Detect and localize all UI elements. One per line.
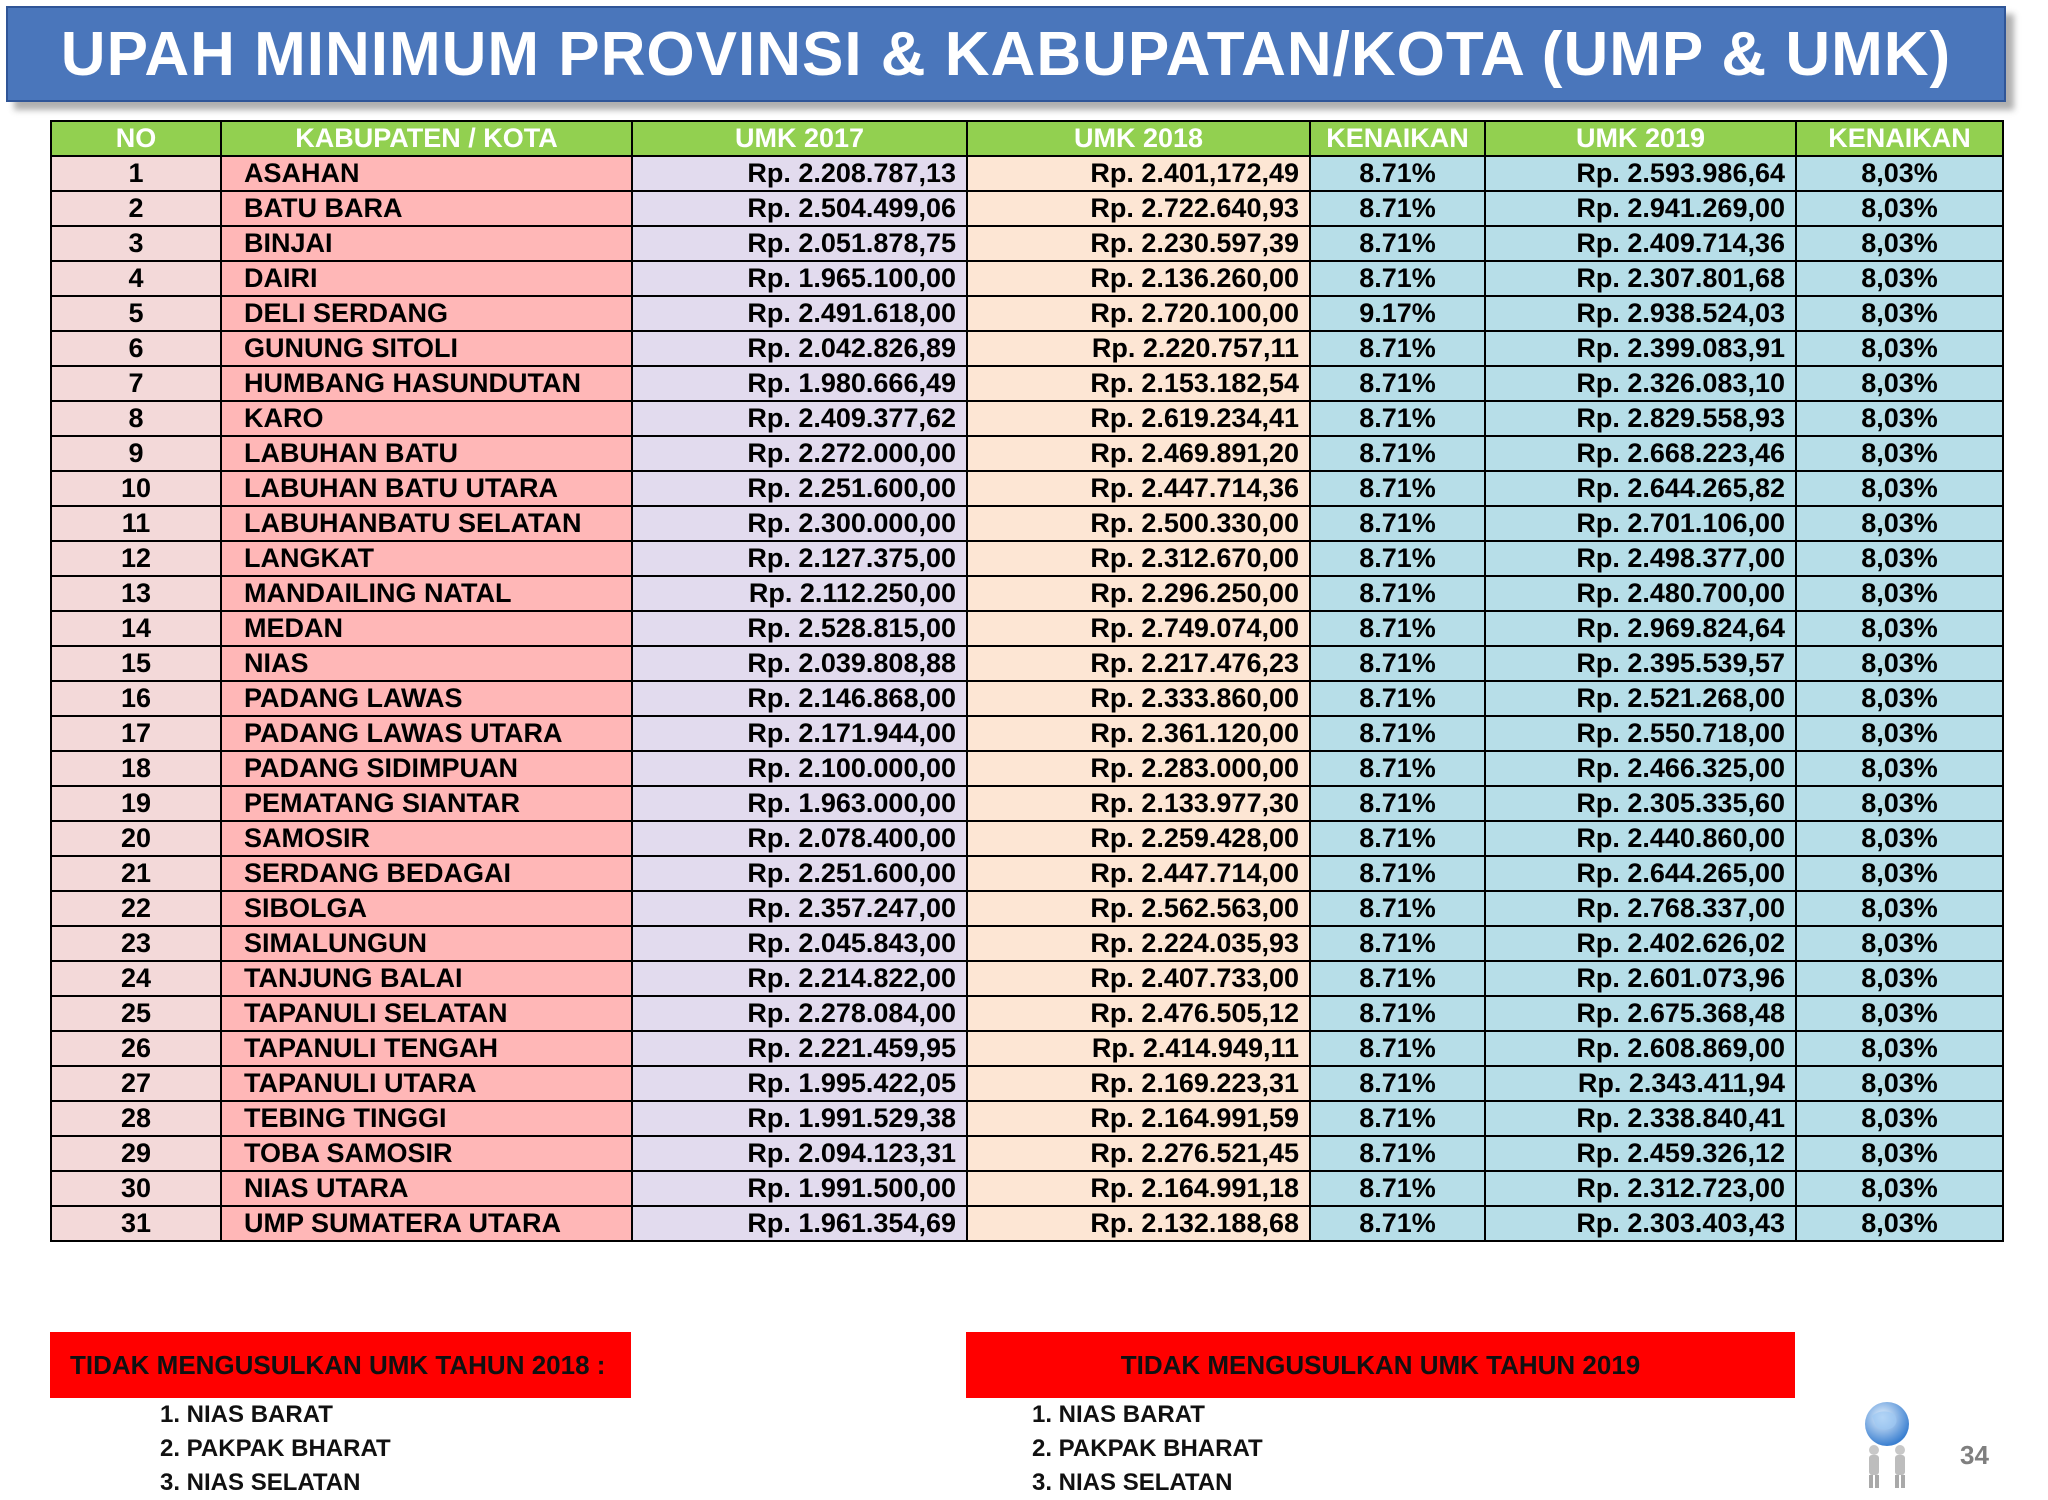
umk-2018-value: Rp. 2.720.100,00 bbox=[967, 296, 1310, 331]
note-box-2018 bbox=[50, 1332, 631, 1398]
umk-2019-value: Rp. 2.307.801,68 bbox=[1485, 261, 1796, 296]
umk-2017-value: Rp. 1.980.666,49 bbox=[632, 366, 967, 401]
umk-2018-value: Rp. 2.164.991,59 bbox=[967, 1101, 1310, 1136]
umk-2019-value: Rp. 2.402.626,02 bbox=[1485, 926, 1796, 961]
region-name: KARO bbox=[221, 401, 632, 436]
umk-2017-value: Rp. 2.094.123,31 bbox=[632, 1136, 967, 1171]
umk-2019-value: Rp. 2.675.368,48 bbox=[1485, 996, 1796, 1031]
kenaikan-2018-value: 8.71% bbox=[1310, 261, 1485, 296]
region-name: LABUHANBATU SELATAN bbox=[221, 506, 632, 541]
umk-2017-value: Rp. 2.100.000,00 bbox=[632, 751, 967, 786]
kenaikan-2019-value: 8,03% bbox=[1796, 646, 2003, 681]
region-name: LANGKAT bbox=[221, 541, 632, 576]
umk-2018-value: Rp. 2.276.521,45 bbox=[967, 1136, 1310, 1171]
note-title-2019: TIDAK MENGUSULKAN UMK TAHUN 2019 bbox=[1120, 1349, 1641, 1380]
umk-2019-value: Rp. 2.343.411,94 bbox=[1485, 1066, 1796, 1101]
umk-2017-value: Rp. 2.208.787,13 bbox=[632, 156, 967, 191]
umk-2018-value: Rp. 2.500.330,00 bbox=[967, 506, 1310, 541]
region-name: TEBING TINGGI bbox=[221, 1101, 632, 1136]
umk-2017-value: Rp. 1.991.500,00 bbox=[632, 1171, 967, 1206]
header-kenaikan-2018: KENAIKAN bbox=[1310, 121, 1485, 156]
umk-2017-value: Rp. 1.991.529,38 bbox=[632, 1101, 967, 1136]
region-name: SIMALUNGUN bbox=[221, 926, 632, 961]
table-row bbox=[51, 926, 2003, 961]
umk-2017-value: Rp. 2.051.878,75 bbox=[632, 226, 967, 261]
umk-2017-value: Rp. 1.965.100,00 bbox=[632, 261, 967, 296]
umk-2019-value: Rp. 2.969.824,64 bbox=[1485, 611, 1796, 646]
umk-2018-value: Rp. 2.333.860,00 bbox=[967, 681, 1310, 716]
list-item: 3. NIAS SELATAN bbox=[1032, 1469, 1233, 1496]
kenaikan-2018-value: 8.71% bbox=[1310, 541, 1485, 576]
umk-2017-value: Rp. 2.528.815,00 bbox=[632, 611, 967, 646]
kenaikan-2019-value: 8,03% bbox=[1796, 611, 2003, 646]
kenaikan-2019-value: 8,03% bbox=[1796, 961, 2003, 996]
umk-2017-value: Rp. 2.042.826,89 bbox=[632, 331, 967, 366]
table-row bbox=[51, 1101, 2003, 1136]
region-name: PADANG LAWAS UTARA bbox=[221, 716, 632, 751]
row-number: 3 bbox=[51, 226, 221, 261]
umk-2017-value: Rp. 2.045.843,00 bbox=[632, 926, 967, 961]
list-item: 1. NIAS BARAT bbox=[1032, 1401, 1205, 1428]
region-name: ASAHAN bbox=[221, 156, 632, 191]
umk-2019-value: Rp. 2.521.268,00 bbox=[1485, 681, 1796, 716]
kenaikan-2019-value: 8,03% bbox=[1796, 681, 2003, 716]
region-name: TANJUNG BALAI bbox=[221, 961, 632, 996]
table-row bbox=[51, 1171, 2003, 1206]
umk-2019-value: Rp. 2.312.723,00 bbox=[1485, 1171, 1796, 1206]
kenaikan-2019-value: 8,03% bbox=[1796, 891, 2003, 926]
row-number: 12 bbox=[51, 541, 221, 576]
row-number: 11 bbox=[51, 506, 221, 541]
umk-2019-value: Rp. 2.829.558,93 bbox=[1485, 401, 1796, 436]
kenaikan-2018-value: 8.71% bbox=[1310, 926, 1485, 961]
umk-2017-value: Rp. 2.300.000,00 bbox=[632, 506, 967, 541]
umk-2017-value: Rp. 2.504.499,06 bbox=[632, 191, 967, 226]
row-number: 16 bbox=[51, 681, 221, 716]
umk-2018-value: Rp. 2.749.074,00 bbox=[967, 611, 1310, 646]
row-number: 2 bbox=[51, 191, 221, 226]
table-row bbox=[51, 996, 2003, 1031]
umk-2017-value: Rp. 2.171.944,00 bbox=[632, 716, 967, 751]
row-number: 22 bbox=[51, 891, 221, 926]
note-box-2019 bbox=[966, 1332, 1795, 1398]
table-row bbox=[51, 821, 2003, 856]
umk-2018-value: Rp. 2.164.991,18 bbox=[967, 1171, 1310, 1206]
header-umk-2018: UMK 2018 bbox=[967, 121, 1310, 156]
umk-2018-value: Rp. 2.722.640,93 bbox=[967, 191, 1310, 226]
kenaikan-2018-value: 8.71% bbox=[1310, 611, 1485, 646]
umk-2019-value: Rp. 2.440.860,00 bbox=[1485, 821, 1796, 856]
umk-2018-value: Rp. 2.361.120,00 bbox=[967, 716, 1310, 751]
kenaikan-2018-value: 8.71% bbox=[1310, 961, 1485, 996]
kenaikan-2019-value: 8,03% bbox=[1796, 786, 2003, 821]
wage-table bbox=[50, 120, 2004, 1242]
note-list-2018 bbox=[160, 1398, 391, 1500]
kenaikan-2019-value: 8,03% bbox=[1796, 996, 2003, 1031]
kenaikan-2018-value: 8.71% bbox=[1310, 996, 1485, 1031]
umk-2018-value: Rp. 2.259.428,00 bbox=[967, 821, 1310, 856]
kenaikan-2018-value: 8.71% bbox=[1310, 576, 1485, 611]
header-umk-2019: UMK 2019 bbox=[1485, 121, 1796, 156]
kenaikan-2018-value: 8.71% bbox=[1310, 646, 1485, 681]
kenaikan-2018-value: 8.71% bbox=[1310, 1206, 1485, 1241]
title-banner bbox=[6, 6, 2006, 102]
kenaikan-2019-value: 8,03% bbox=[1796, 856, 2003, 891]
umk-2018-value: Rp. 2.469.891,20 bbox=[967, 436, 1310, 471]
umk-2019-value: Rp. 2.644.265,82 bbox=[1485, 471, 1796, 506]
kenaikan-2018-value: 8.71% bbox=[1310, 716, 1485, 751]
row-number: 6 bbox=[51, 331, 221, 366]
kenaikan-2019-value: 8,03% bbox=[1796, 1101, 2003, 1136]
umk-2018-value: Rp. 2.619.234,41 bbox=[967, 401, 1310, 436]
table-row bbox=[51, 1206, 2003, 1241]
page-title: UPAH MINIMUM PROVINSI & KABUPATAN/KOTA (UMP & UMK) bbox=[60, 19, 1952, 89]
kenaikan-2018-value: 8.71% bbox=[1310, 471, 1485, 506]
region-name: TAPANULI SELATAN bbox=[221, 996, 632, 1031]
kenaikan-2019-value: 8,03% bbox=[1796, 506, 2003, 541]
region-name: BINJAI bbox=[221, 226, 632, 261]
umk-2017-value: Rp. 2.272.000,00 bbox=[632, 436, 967, 471]
table-row bbox=[51, 646, 2003, 681]
kenaikan-2019-value: 8,03% bbox=[1796, 716, 2003, 751]
umk-2019-value: Rp. 2.338.840,41 bbox=[1485, 1101, 1796, 1136]
umk-2018-value: Rp. 2.230.597,39 bbox=[967, 226, 1310, 261]
umk-2017-value: Rp. 2.146.868,00 bbox=[632, 681, 967, 716]
row-number: 4 bbox=[51, 261, 221, 296]
row-number: 15 bbox=[51, 646, 221, 681]
region-name: TAPANULI TENGAH bbox=[221, 1031, 632, 1066]
umk-2019-value: Rp. 2.768.337,00 bbox=[1485, 891, 1796, 926]
umk-2019-value: Rp. 2.941.269,00 bbox=[1485, 191, 1796, 226]
region-name: PADANG LAWAS bbox=[221, 681, 632, 716]
kenaikan-2019-value: 8,03% bbox=[1796, 1206, 2003, 1241]
table-row bbox=[51, 576, 2003, 611]
umk-2017-value: Rp. 2.251.600,00 bbox=[632, 471, 967, 506]
table-row bbox=[51, 1031, 2003, 1066]
umk-2017-value: Rp. 2.409.377,62 bbox=[632, 401, 967, 436]
kenaikan-2018-value: 8.71% bbox=[1310, 891, 1485, 926]
kenaikan-2018-value: 8.71% bbox=[1310, 506, 1485, 541]
table-row bbox=[51, 681, 2003, 716]
umk-2018-value: Rp. 2.136.260,00 bbox=[967, 261, 1310, 296]
header-kabupaten-kota: KABUPATEN / KOTA bbox=[221, 121, 632, 156]
kenaikan-2018-value: 8.71% bbox=[1310, 821, 1485, 856]
table-row bbox=[51, 1136, 2003, 1171]
header-kenaikan-2019: KENAIKAN bbox=[1796, 121, 2003, 156]
kenaikan-2019-value: 8,03% bbox=[1796, 331, 2003, 366]
umk-2018-value: Rp. 2.447.714,36 bbox=[967, 471, 1310, 506]
kenaikan-2018-value: 8.71% bbox=[1310, 856, 1485, 891]
region-name: NIAS bbox=[221, 646, 632, 681]
row-number: 29 bbox=[51, 1136, 221, 1171]
umk-2018-value: Rp. 2.169.223,31 bbox=[967, 1066, 1310, 1101]
table-row bbox=[51, 331, 2003, 366]
umk-2017-value: Rp. 2.357.247,00 bbox=[632, 891, 967, 926]
region-name: UMP SUMATERA UTARA bbox=[221, 1206, 632, 1241]
umk-2019-value: Rp. 2.701.106,00 bbox=[1485, 506, 1796, 541]
table-row bbox=[51, 226, 2003, 261]
table-row bbox=[51, 961, 2003, 996]
row-number: 18 bbox=[51, 751, 221, 786]
region-name: LABUHAN BATU bbox=[221, 436, 632, 471]
umk-2019-value: Rp. 2.399.083,91 bbox=[1485, 331, 1796, 366]
kenaikan-2018-value: 8.71% bbox=[1310, 331, 1485, 366]
umk-2018-value: Rp. 2.476.505,12 bbox=[967, 996, 1310, 1031]
kenaikan-2018-value: 8.71% bbox=[1310, 156, 1485, 191]
kenaikan-2019-value: 8,03% bbox=[1796, 1066, 2003, 1101]
umk-2018-value: Rp. 2.401,172,49 bbox=[967, 156, 1310, 191]
table-row bbox=[51, 471, 2003, 506]
row-number: 26 bbox=[51, 1031, 221, 1066]
umk-2018-value: Rp. 2.132.188,68 bbox=[967, 1206, 1310, 1241]
umk-2017-value: Rp. 1.963.000,00 bbox=[632, 786, 967, 821]
umk-2019-value: Rp. 2.466.325,00 bbox=[1485, 751, 1796, 786]
umk-2018-value: Rp. 2.414.949,11 bbox=[967, 1031, 1310, 1066]
table-row bbox=[51, 261, 2003, 296]
region-name: BATU BARA bbox=[221, 191, 632, 226]
umk-2017-value: Rp. 2.491.618,00 bbox=[632, 296, 967, 331]
page-number: 34 bbox=[1960, 1440, 1989, 1470]
kenaikan-2019-value: 8,03% bbox=[1796, 296, 2003, 331]
umk-2017-value: Rp. 2.112.250,00 bbox=[632, 576, 967, 611]
table-row bbox=[51, 751, 2003, 786]
row-number: 1 bbox=[51, 156, 221, 191]
row-number: 9 bbox=[51, 436, 221, 471]
kenaikan-2019-value: 8,03% bbox=[1796, 366, 2003, 401]
row-number: 7 bbox=[51, 366, 221, 401]
umk-2019-value: Rp. 2.938.524,03 bbox=[1485, 296, 1796, 331]
umk-2017-value: Rp. 1.995.422,05 bbox=[632, 1066, 967, 1101]
table-row bbox=[51, 436, 2003, 471]
header-umk-2017: UMK 2017 bbox=[632, 121, 967, 156]
table-row bbox=[51, 506, 2003, 541]
umk-2019-value: Rp. 2.326.083,10 bbox=[1485, 366, 1796, 401]
table-row bbox=[51, 786, 2003, 821]
row-number: 10 bbox=[51, 471, 221, 506]
presenter-figure-globe-icon bbox=[1852, 1398, 1922, 1493]
table-row bbox=[51, 541, 2003, 576]
region-name: HUMBANG HASUNDUTAN bbox=[221, 366, 632, 401]
umk-2018-value: Rp. 2.153.182,54 bbox=[967, 366, 1310, 401]
umk-2018-value: Rp. 2.224.035,93 bbox=[967, 926, 1310, 961]
kenaikan-2018-value: 8.71% bbox=[1310, 226, 1485, 261]
umk-2019-value: Rp. 2.395.539,57 bbox=[1485, 646, 1796, 681]
region-name: PADANG SIDIMPUAN bbox=[221, 751, 632, 786]
kenaikan-2018-value: 9.17% bbox=[1310, 296, 1485, 331]
umk-2018-value: Rp. 2.296.250,00 bbox=[967, 576, 1310, 611]
row-number: 14 bbox=[51, 611, 221, 646]
umk-2018-value: Rp. 2.133.977,30 bbox=[967, 786, 1310, 821]
row-number: 5 bbox=[51, 296, 221, 331]
umk-2018-value: Rp. 2.283.000,00 bbox=[967, 751, 1310, 786]
list-item: 2. PAKPAK BHARAT bbox=[160, 1435, 391, 1462]
row-number: 13 bbox=[51, 576, 221, 611]
row-number: 23 bbox=[51, 926, 221, 961]
kenaikan-2018-value: 8.71% bbox=[1310, 1136, 1485, 1171]
umk-2019-value: Rp. 2.480.700,00 bbox=[1485, 576, 1796, 611]
kenaikan-2018-value: 8.71% bbox=[1310, 1031, 1485, 1066]
kenaikan-2018-value: 8.71% bbox=[1310, 401, 1485, 436]
umk-2017-value: Rp. 2.221.459,95 bbox=[632, 1031, 967, 1066]
region-name: PEMATANG SIANTAR bbox=[221, 786, 632, 821]
table-row bbox=[51, 156, 2003, 191]
kenaikan-2019-value: 8,03% bbox=[1796, 261, 2003, 296]
table-row bbox=[51, 716, 2003, 751]
kenaikan-2019-value: 8,03% bbox=[1796, 401, 2003, 436]
region-name: LABUHAN BATU UTARA bbox=[221, 471, 632, 506]
row-number: 30 bbox=[51, 1171, 221, 1206]
umk-2019-value: Rp. 2.459.326,12 bbox=[1485, 1136, 1796, 1171]
region-name: GUNUNG SITOLI bbox=[221, 331, 632, 366]
table-row bbox=[51, 296, 2003, 331]
umk-2017-value: Rp. 2.278.084,00 bbox=[632, 996, 967, 1031]
umk-2019-value: Rp. 2.668.223,46 bbox=[1485, 436, 1796, 471]
table-row bbox=[51, 191, 2003, 226]
umk-2017-value: Rp. 2.127.375,00 bbox=[632, 541, 967, 576]
umk-2019-value: Rp. 2.303.403,43 bbox=[1485, 1206, 1796, 1241]
umk-2018-value: Rp. 2.217.476,23 bbox=[967, 646, 1310, 681]
note-title-2018: TIDAK MENGUSULKAN UMK TAHUN 2018 : bbox=[70, 1349, 606, 1380]
umk-2019-value: Rp. 2.550.718,00 bbox=[1485, 716, 1796, 751]
region-name: MANDAILING NATAL bbox=[221, 576, 632, 611]
table-row bbox=[51, 856, 2003, 891]
list-item: 3. NIAS SELATAN bbox=[160, 1469, 361, 1496]
umk-2017-value: Rp. 2.078.400,00 bbox=[632, 821, 967, 856]
umk-2018-value: Rp. 2.312.670,00 bbox=[967, 541, 1310, 576]
kenaikan-2019-value: 8,03% bbox=[1796, 576, 2003, 611]
umk-2019-value: Rp. 2.644.265,00 bbox=[1485, 856, 1796, 891]
region-name: MEDAN bbox=[221, 611, 632, 646]
kenaikan-2019-value: 8,03% bbox=[1796, 821, 2003, 856]
kenaikan-2019-value: 8,03% bbox=[1796, 436, 2003, 471]
kenaikan-2019-value: 8,03% bbox=[1796, 751, 2003, 786]
region-name: TOBA SAMOSIR bbox=[221, 1136, 632, 1171]
umk-2019-value: Rp. 2.593.986,64 bbox=[1485, 156, 1796, 191]
umk-2018-value: Rp. 2.562.563,00 bbox=[967, 891, 1310, 926]
kenaikan-2018-value: 8.71% bbox=[1310, 786, 1485, 821]
row-number: 21 bbox=[51, 856, 221, 891]
region-name: DELI SERDANG bbox=[221, 296, 632, 331]
table-row bbox=[51, 611, 2003, 646]
kenaikan-2018-value: 8.71% bbox=[1310, 681, 1485, 716]
region-name: SERDANG BEDAGAI bbox=[221, 856, 632, 891]
kenaikan-2018-value: 8.71% bbox=[1310, 751, 1485, 786]
region-name: TAPANULI UTARA bbox=[221, 1066, 632, 1101]
row-number: 19 bbox=[51, 786, 221, 821]
kenaikan-2019-value: 8,03% bbox=[1796, 156, 2003, 191]
region-name: DAIRI bbox=[221, 261, 632, 296]
kenaikan-2019-value: 8,03% bbox=[1796, 1136, 2003, 1171]
list-item: 2. PAKPAK BHARAT bbox=[1032, 1435, 1263, 1462]
umk-2018-value: Rp. 2.407.733,00 bbox=[967, 961, 1310, 996]
kenaikan-2018-value: 8.71% bbox=[1310, 1066, 1485, 1101]
kenaikan-2018-value: 8.71% bbox=[1310, 436, 1485, 471]
list-item: 1. NIAS BARAT bbox=[160, 1401, 333, 1428]
row-number: 28 bbox=[51, 1101, 221, 1136]
region-name: SAMOSIR bbox=[221, 821, 632, 856]
kenaikan-2019-value: 8,03% bbox=[1796, 226, 2003, 261]
row-number: 20 bbox=[51, 821, 221, 856]
row-number: 24 bbox=[51, 961, 221, 996]
umk-2019-value: Rp. 2.608.869,00 bbox=[1485, 1031, 1796, 1066]
kenaikan-2019-value: 8,03% bbox=[1796, 471, 2003, 506]
kenaikan-2019-value: 8,03% bbox=[1796, 926, 2003, 961]
kenaikan-2019-value: 8,03% bbox=[1796, 1031, 2003, 1066]
table-row bbox=[51, 401, 2003, 436]
region-name: NIAS UTARA bbox=[221, 1171, 632, 1206]
umk-2017-value: Rp. 1.961.354,69 bbox=[632, 1206, 967, 1241]
kenaikan-2018-value: 8.71% bbox=[1310, 1171, 1485, 1206]
kenaikan-2019-value: 8,03% bbox=[1796, 1171, 2003, 1206]
header-row bbox=[51, 121, 2003, 156]
row-number: 25 bbox=[51, 996, 221, 1031]
kenaikan-2018-value: 8.71% bbox=[1310, 366, 1485, 401]
row-number: 31 bbox=[51, 1206, 221, 1241]
table-row bbox=[51, 891, 2003, 926]
kenaikan-2019-value: 8,03% bbox=[1796, 191, 2003, 226]
table-row bbox=[51, 1066, 2003, 1101]
kenaikan-2018-value: 8.71% bbox=[1310, 1101, 1485, 1136]
umk-2017-value: Rp. 2.251.600,00 bbox=[632, 856, 967, 891]
umk-2019-value: Rp. 2.601.073,96 bbox=[1485, 961, 1796, 996]
umk-2019-value: Rp. 2.409.714,36 bbox=[1485, 226, 1796, 261]
region-name: SIBOLGA bbox=[221, 891, 632, 926]
table-row bbox=[51, 366, 2003, 401]
note-list-2019 bbox=[1032, 1398, 1263, 1500]
kenaikan-2019-value: 8,03% bbox=[1796, 541, 2003, 576]
row-number: 27 bbox=[51, 1066, 221, 1101]
row-number: 17 bbox=[51, 716, 221, 751]
row-number: 8 bbox=[51, 401, 221, 436]
kenaikan-2018-value: 8.71% bbox=[1310, 191, 1485, 226]
umk-2018-value: Rp. 2.447.714,00 bbox=[967, 856, 1310, 891]
umk-2019-value: Rp. 2.305.335,60 bbox=[1485, 786, 1796, 821]
header-no: NO bbox=[51, 121, 221, 156]
umk-2017-value: Rp. 2.039.808,88 bbox=[632, 646, 967, 681]
umk-2018-value: Rp. 2.220.757,11 bbox=[967, 331, 1310, 366]
umk-2019-value: Rp. 2.498.377,00 bbox=[1485, 541, 1796, 576]
umk-2017-value: Rp. 2.214.822,00 bbox=[632, 961, 967, 996]
